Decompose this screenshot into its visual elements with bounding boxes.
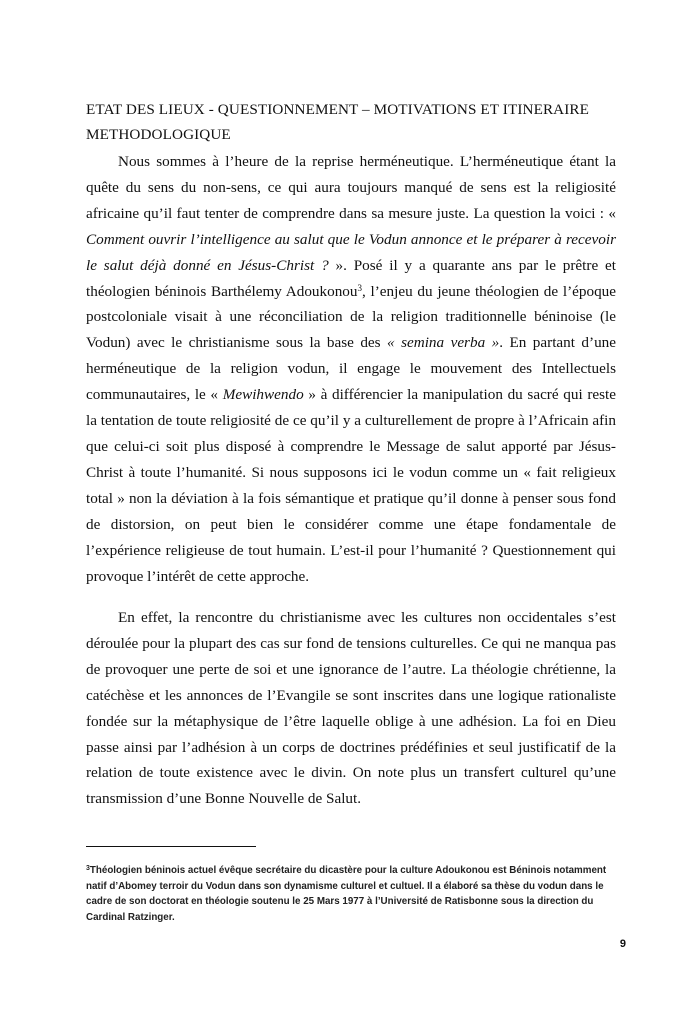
footnote-reference[interactable]: 3 <box>357 282 362 293</box>
italic-mewihwendo: Mewihwendo <box>222 386 304 404</box>
paragraph-1-text-c: , l’enjeu du jeune théologien de l’époque postcoloniale visait à une réconciliation de la religion traditionnelle béninoise (le Vodun) avec le christianisme sous la base des <box>86 282 616 352</box>
paragraph-1-text-d: . En partant d’une herméneutique de la religion vodun, il engage le mouvement des Intellectuels communautaires, le « <box>86 334 616 404</box>
italic-quote: Comment ouvrir l’intelligence au salut que le Vodun annonce et le préparer à recevoir le salut déjà donné en Jésus-Christ ? <box>86 230 616 274</box>
paragraph-1-text-e: » à différencier la manipulation du sacré qui reste la tentation de toute religiosité de ce qu’il y a culturellement de propre à l’Africain afin que celui-ci soit plus disposé à comprendre le Message de salut apporté par Jésus-Christ à toute l’humanité. Si nous supposons ici le vodun comme un « fait religieux total » non la déviation à la fois sémantique et pratique qu’il donne à penser sous fond de distorsion, on peut bien le considérer comme une étape fondamentale de l’expérience religieuse de tout humain. L’est-il pour l’humanité ? Questionnement qui provoque l’intérêt de cette approche. <box>86 386 616 585</box>
page-number: 9 <box>619 938 626 950</box>
footnote-marker: 3 <box>86 865 90 872</box>
paragraph-1-text-a: Nous sommes à l’heure de la reprise herméneutique. L’herméneutique étant la quête du sens du non-sens, ce qui aura toujours manqué de sens est la religiosité africaine qu’il faut tenter de comprendre dans sa mesure juste. La question la voici : « <box>86 153 616 222</box>
section-heading: ETAT DES LIEUX - QUESTIONNEMENT – MOTIVATIONS ET ITINERAIRE METHODOLOGIQUE <box>86 101 590 143</box>
italic-semina-verba: « semina verba » <box>387 334 500 352</box>
paragraph-1-text-b: ». Posé il y a quarante ans par le prêtre et théologien béninois Barthélemy Adoukonou <box>86 256 616 300</box>
paragraph-1 <box>86 149 616 589</box>
footnote <box>86 863 616 926</box>
paragraph-2: En effet, la rencontre du christianisme avec les cultures non occidentales s’est déroulée pour la plupart des cas sur fond de tensions culturelles. Ce qui ne manqua pas de provoquer une perte de soi et une ignorance de l’autre. La théologie chrétienne, la catéchèse et les annonces de l’Evangile se sont inscrites dans une logique rationaliste fondée sur la métaphysique de l’être laquelle oblige à une adhésion. La foi en Dieu passe ainsi par l’adhésion à un corps de doctrines prédéfinies et seul justificatif de la relation de toute existence avec le divin. On note plus un transfert culturel qu’une transmission d’une Bonne Nouvelle de Salut. <box>86 609 616 808</box>
footnote-text: Théologien béninois actuel évêque secrétaire du dicastère pour la culture Adoukonou est Béninois notamment natif d’Abomey terroir du Vodun dans son dynamisme culturel et cultuel. Il a élaboré sa thèse du vodun dans le cadre de son doctorat en théologie soutenu le 25 Mars 1977 à l’Université de Ratisbonne sous la direction du Cardinal Ratzinger. <box>86 865 607 924</box>
footnote-separator <box>86 846 256 847</box>
